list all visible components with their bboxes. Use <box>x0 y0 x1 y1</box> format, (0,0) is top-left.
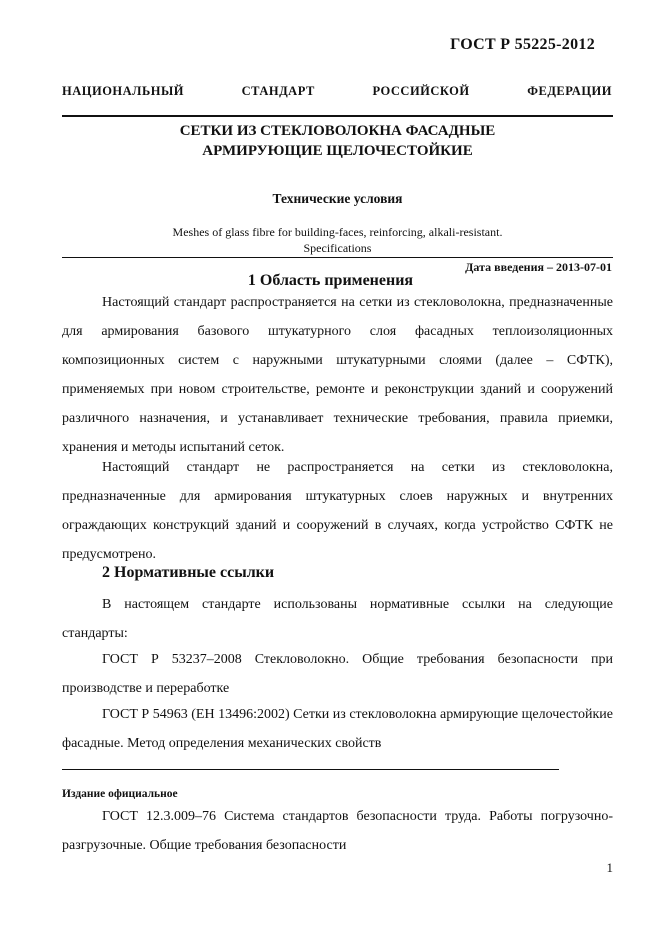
page-number: 1 <box>606 860 613 875</box>
section-1-paragraph-1: Настоящий стандарт распространяется на сетки из стекловолокна, предназначенные для армирования базового штукатурного слоя фасадных теплоизоляционных композиционных систем с наружными штукатурными слоями (далее – СФТК), применяемых при новом строительстве, ремонте и реконструкции зданий и сооружений различного назначения, и устанавливает технические требования, правила приемки, хранения и методы испытаний сеток. <box>62 295 613 455</box>
introduction-date: Дата введения – 2013-07-01 <box>465 260 612 274</box>
title-line-1: СЕТКИ ИЗ СТЕКЛОВОЛОКНА ФАСАДНЫЕ <box>179 123 496 139</box>
footnote-divider <box>62 769 559 770</box>
document-subtitle: Технические условия <box>272 191 403 206</box>
title-divider <box>62 257 613 258</box>
title-line-2: АРМИРУЮЩИЕ ЩЕЛОЧЕСТОЙКИЕ <box>202 143 473 159</box>
reference-gost-r-54963: ГОСТ Р 54963 (ЕН 13496:2002) Сетки из стекловолокна армирующие щелочестойкие фасадные. Метод определения механических свойств <box>62 707 613 751</box>
header-divider <box>62 115 613 117</box>
reference-gost-12-3-009: ГОСТ 12.3.009–76 Система стандартов безопасности труда. Работы погрузочно-разгрузочные. Общие требования безопасности <box>62 809 613 853</box>
section-2-paragraph-1: В настоящем стандарте использованы нормативные ссылки на следующие стандарты: <box>62 597 613 641</box>
english-title-line-2: Specifications <box>303 241 372 255</box>
edition-label: Издание официальное <box>62 788 178 800</box>
section-1-heading: 1 Область применения <box>247 272 414 289</box>
reference-gost-r-53237: ГОСТ Р 53237–2008 Стекловолокно. Общие требования безопасности при производстве и переработке <box>62 652 613 696</box>
english-title-line-1: Meshes of glass fibre for building-faces, reinforcing, alkali-resistant. <box>172 225 503 239</box>
english-title <box>62 224 613 256</box>
document-title <box>62 121 613 161</box>
section-2-heading: 2 Нормативные ссылки <box>102 564 275 581</box>
national-standard-banner: НАЦИОНАЛЬНЫЙ СТАНДАРТ РОССИЙСКОЙ ФЕДЕРАЦИИ <box>62 84 612 98</box>
document-code: ГОСТ Р 55225-2012 <box>450 36 595 53</box>
section-1-paragraph-2: Настоящий стандарт не распространяется на сетки из стекловолокна, предназначенные для армирования штукатурных слоев наружных и внутренних ограждающих конструкций зданий и сооружений в случаях, когда устройство СФТК не предусмотрено. <box>62 460 613 562</box>
